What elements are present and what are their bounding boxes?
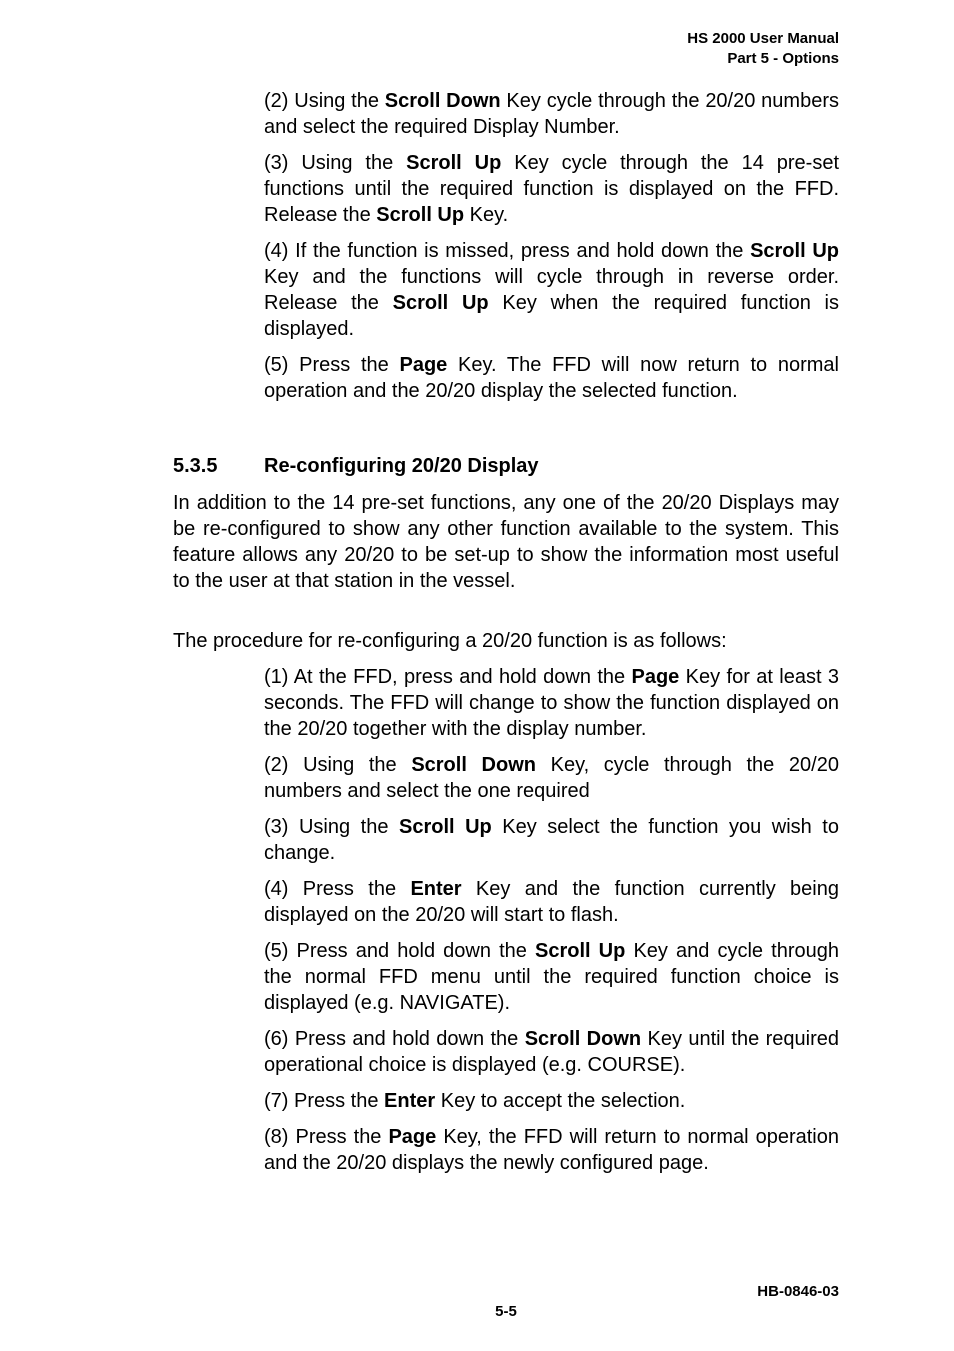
key-name: Page <box>388 1126 437 1148</box>
step-text: Key and the function currently being displayed on the 20/20 will start to flash. <box>264 878 839 926</box>
key-name: Scroll Down <box>411 754 536 776</box>
key-name: Scroll Up <box>376 204 465 226</box>
step-text: Key when the required function is displayed. <box>264 292 840 340</box>
step-text: (6) Press and hold down the <box>264 1028 525 1050</box>
step-paragraph <box>264 814 839 866</box>
step-text: (3) Using the <box>264 816 399 838</box>
key-name: Scroll Down <box>524 1028 642 1050</box>
key-name: Page <box>399 354 448 376</box>
document-code: HB-0846-03 <box>757 1283 839 1300</box>
step-paragraph <box>264 752 839 804</box>
step-text: (7) Press the <box>264 1090 385 1112</box>
step-list-selection <box>264 88 839 414</box>
step-paragraph <box>264 664 839 742</box>
step-paragraph <box>264 238 839 342</box>
step-text: (2) Using the <box>264 754 412 776</box>
key-name: Scroll Up <box>392 292 489 314</box>
step-text: (2) Using the <box>264 90 385 112</box>
step-list-reconfigure <box>264 664 839 1186</box>
step-paragraph <box>264 88 839 140</box>
step-text: Key. <box>464 204 509 226</box>
page-header <box>687 29 839 69</box>
step-text: Key and cycle through the normal FFD menu until the required function choice is displayed (e.g. NAVIGATE). <box>264 940 839 1014</box>
step-text: (1) At the FFD, press and hold down the <box>264 666 632 688</box>
key-name: Page <box>631 666 680 688</box>
intro-paragraph: In addition to the 14 pre-set functions, any one of the 20/20 Displays may be re-configured to show any other function available to the system. This feature allows any 20/20 to be set-up to show the information most useful to the user at that station in the vessel. <box>173 492 839 592</box>
section-title: Re-configuring 20/20 Display <box>264 455 539 477</box>
section-number: 5.3.5 <box>173 455 218 477</box>
step-text: (3) Using the <box>264 152 407 174</box>
step-paragraph <box>264 352 839 404</box>
step-text: Key to accept the selection. <box>435 1090 686 1112</box>
procedure-intro-block <box>173 628 839 654</box>
step-paragraph <box>264 1088 839 1114</box>
step-text: (4) Press the <box>264 878 411 900</box>
key-name: Scroll Up <box>406 152 502 174</box>
step-paragraph <box>264 1026 839 1078</box>
step-text: Key and the functions will cycle through in reverse order. Release the <box>264 266 839 314</box>
manual-title: HS 2000 User Manual <box>687 30 839 47</box>
step-text: Key, the FFD will return to normal operation and the 20/20 displays the newly configured page. <box>264 1126 839 1174</box>
step-text: (5) Press the <box>264 354 400 376</box>
intro-paragraph-block <box>173 490 839 594</box>
key-name: Enter <box>384 1090 436 1112</box>
step-text: Key, cycle through the 20/20 numbers and select the one required <box>264 754 839 802</box>
step-paragraph <box>264 1124 839 1176</box>
key-name: Scroll Up <box>750 240 839 262</box>
step-text: Key select the function you wish to change. <box>264 816 839 864</box>
step-text: Key cycle through the 20/20 numbers and select the required Display Number. <box>264 90 839 138</box>
step-text: Key for at least 3 seconds. The FFD will change to show the function displayed on the 20/20 together with the display number. <box>264 666 840 740</box>
procedure-intro: The procedure for re-configuring a 20/20 function is as follows: <box>173 630 727 652</box>
step-text: Key cycle through the 14 pre-set functions until the required function is displayed on the FFD. Release the <box>264 152 840 226</box>
key-name: Scroll Down <box>384 90 501 112</box>
step-paragraph <box>264 938 839 1016</box>
page-number: 5-5 <box>495 1303 517 1320</box>
step-paragraph <box>264 150 839 228</box>
step-text: Key. The FFD will now return to normal operation and the 20/20 display the selected function. <box>264 354 839 402</box>
section-heading <box>173 453 539 479</box>
key-name: Scroll Up <box>398 816 492 838</box>
step-text: (4) If the function is missed, press and hold down the <box>264 240 751 262</box>
part-title: Part 5 - Options <box>727 50 839 67</box>
step-text: (8) Press the <box>264 1126 389 1148</box>
key-name: Scroll Up <box>535 940 626 962</box>
step-text: Key until the required operational choice is displayed (e.g. COURSE). <box>264 1028 839 1076</box>
step-text: (5) Press and hold down the <box>264 940 535 962</box>
step-paragraph <box>264 876 839 928</box>
key-name: Enter <box>410 878 462 900</box>
